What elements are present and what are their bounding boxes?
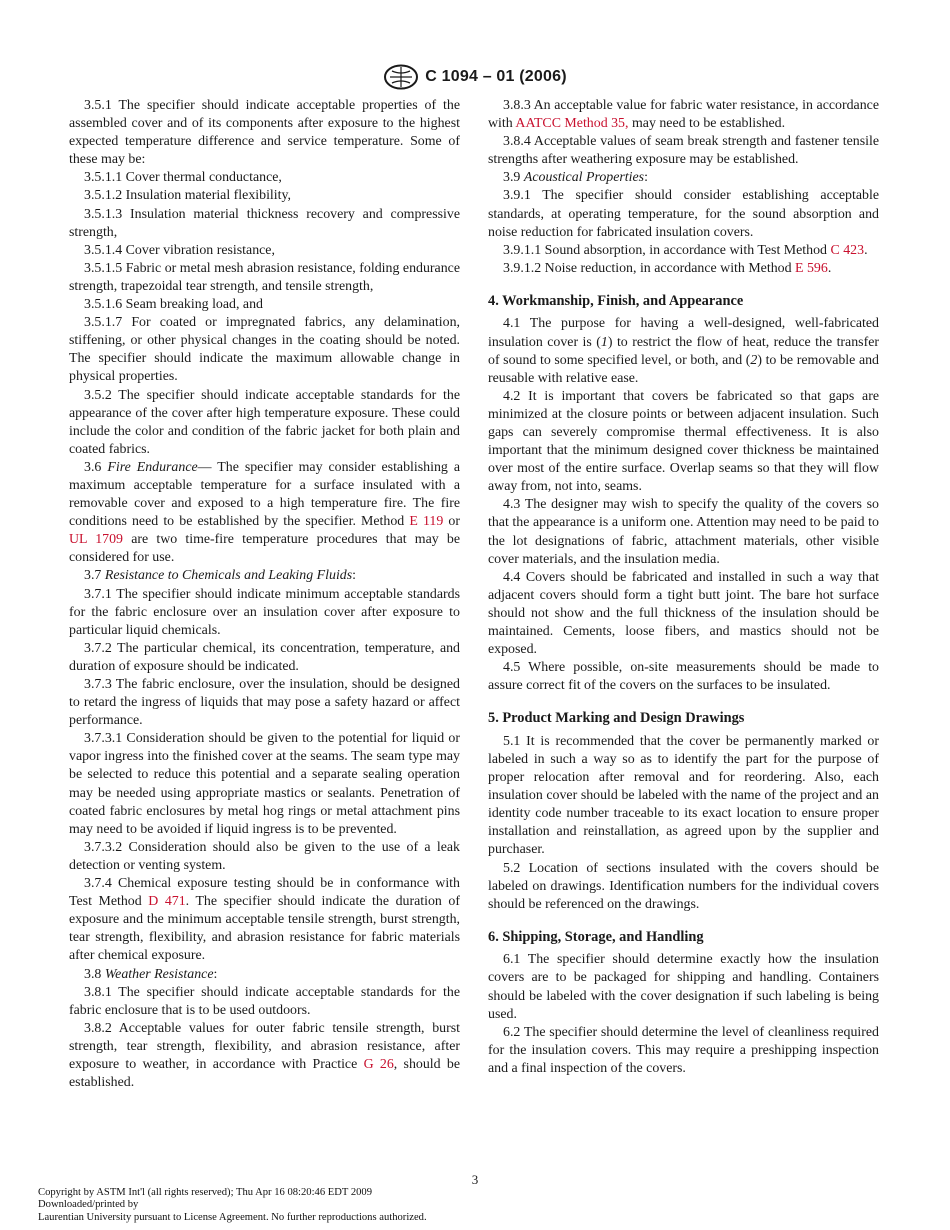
section-number: 3.8 xyxy=(84,966,102,982)
link-d471[interactable]: D 471 xyxy=(148,894,186,910)
link-e596[interactable]: E 596 xyxy=(795,260,828,276)
paragraph-chemicals-heading xyxy=(69,567,460,585)
paragraph: 3.9.1 The specifier should consider establishing acceptable standards, at operating temperature, for the sound absorption and noise reduction for fabricated insulation covers. xyxy=(488,188,879,240)
paragraph: 3.7.3.1 Consideration should be given to the potential for liquid or vapor ingress into the finished cover at the seams. The seam type may be selected to reduce this potential and a separate sealing operation may be needed using appropriate mastics or sealants. Penetration of coated fabric enclosures by metal hog rings or metal attachment pins may need to be avoided if liquid ingress is to be prevented. xyxy=(69,731,460,837)
paragraph-weather-values xyxy=(69,1020,460,1092)
paragraph: 5.2 Location of sections insulated with the covers should be labeled on drawings. Identification numbers for the individual covers should be referenced on the drawings. xyxy=(488,860,879,912)
paragraph: 3.8.1 The specifier should indicate acceptable standards for the fabric enclosure that is to be used outdoors. xyxy=(69,984,460,1018)
paragraph: 5.1 It is recommended that the cover be permanently marked or labeled in such a way so as to identify the part for the purpose of proper relocation after removal and for reordering. Also, each insulation cover should be labeled with the name of the project and an identity code number traceable to its exact location to ensure proper installation and reinstallation, as agreed upon by the supplier and purchaser. xyxy=(488,733,879,858)
paragraph: 6.1 The specifier should determine exactly how the insulation covers are to be packaged for shipping and handling. Containers should be labeled with the cover designation if such labeling is being used. xyxy=(488,952,879,1022)
list-number: 1 xyxy=(600,334,608,350)
paragraph: 3.5.1.7 For coated or impregnated fabrics, any delamination, stiffening, or other physical changes in the coating should be noted. The specifier should indicate the maximum allowable change in physical properties. xyxy=(69,315,460,385)
copyright-line: Copyright by ASTM Int'l (all rights reserved); Thu Apr 16 08:20:46 EDT 2009 xyxy=(38,1187,373,1198)
paragraph: 3.7.3.2 Consideration should also be given to the use of a leak detection or venting system. xyxy=(69,839,460,873)
page-number: 3 xyxy=(471,1172,479,1187)
paragraph: 4.2 It is important that covers be fabricated so that gaps are minimized at the closure points or between adjacent insulation. Such gaps can severely compromise thermal effectiveness. It is also important that the minimum designed cover thickness be maintained over most of the entire surface. Overlap seams so that they will flow away from, not into, seams. xyxy=(488,388,879,495)
paragraph: 3.7.1 The specifier should indicate minimum acceptable standards for the fabric enclosure over an insulation cover after exposure to particular liquid chemicals. xyxy=(69,586,460,638)
paragraph: 3.5.1.4 Cover vibration resistance, xyxy=(84,242,275,258)
link-ul1709[interactable]: UL 1709 xyxy=(69,532,123,548)
paragraph-text: 3.8.2 Acceptable values for outer fabric tensile strength, burst strength, tear strength, flexibility, and abrasion resistance, after exposure to weather, in accordance with Practice xyxy=(69,1020,460,1072)
paragraph: 3.5.1 The specifier should indicate acceptable properties of the assembled cover and of its components after exposure to the highest expected temperature difference and service temperature. Some of these may be: xyxy=(69,98,460,168)
page-header xyxy=(0,64,950,90)
section-heading-workmanship: 4. Workmanship, Finish, and Appearance xyxy=(488,292,744,309)
paragraph: 3.8.4 Acceptable values of seam break strength and fastener tensile strengths after weathering exposure may be established. xyxy=(488,134,879,168)
paragraph-text: 3.9.1.1 Sound absorption, in accordance with Test Method xyxy=(503,242,827,258)
link-g26[interactable]: G 26 xyxy=(363,1056,394,1072)
section-title: Fire Endurance xyxy=(107,459,198,475)
copyright-line: Downloaded/printed by xyxy=(38,1199,139,1211)
paragraph-text: — The specifier may consider establishing a maximum acceptable temperature for a surface insulated with a removable cover and exposed to a high temperature fire. The fire conditions need to be established by the specifier. Method xyxy=(69,459,460,530)
paragraph-acoustical-heading xyxy=(488,169,879,187)
link-c423[interactable]: C 423 xyxy=(830,242,865,258)
paragraph-text: 3.8.3 An acceptable value for fabric water resistance, in accordance with xyxy=(488,98,879,132)
section-title: Resistance to Chemicals and Leaking Fluids xyxy=(104,568,353,584)
section-heading-product-marking: 5. Product Marking and Design Drawings xyxy=(488,710,745,727)
paragraph-text: 4.1 The purpose for having a well-designed, well-fabricated insulation cover is ( xyxy=(488,316,879,350)
paragraph-sound-absorption xyxy=(488,242,879,260)
paragraph-text: . xyxy=(827,260,832,276)
section-number: 3.6 xyxy=(84,459,102,475)
paragraph: 3.5.1.5 Fabric or metal mesh abrasion resistance, folding endurance strength, trapezoidal tear strength, and tensile strength, xyxy=(69,260,460,294)
paragraph-water-resistance xyxy=(488,97,879,133)
section-heading-shipping: 6. Shipping, Storage, and Handling xyxy=(488,928,704,945)
paragraph: 3.7.3 The fabric enclosure, over the insulation, should be designed to retard the ingress of liquids that may pose a safety hazard or affect performance. xyxy=(69,677,460,729)
paragraph-text: are two time-fire temperature procedures that may be considered for use. xyxy=(69,532,461,566)
paragraph: 6.2 The specifier should determine the level of cleanliness required for the insulation covers. This may require a preshipping inspection and a final inspection of the covers. xyxy=(488,1024,879,1076)
link-e119[interactable]: E 119 xyxy=(409,514,444,530)
paragraph-fire-endurance xyxy=(69,459,460,568)
paragraph-text: : xyxy=(644,170,648,186)
paragraph: 3.5.2 The specifier should indicate acceptable standards for the appearance of the cover after high temperature exposure. These could include the color and condition of the fabric jacket for both plain and coated fabrics. xyxy=(69,387,460,457)
paragraph-text: . xyxy=(864,242,868,258)
right-column xyxy=(488,97,879,1078)
paragraph-text: 3.9.1.2 Noise reduction, in accordance with Method xyxy=(503,260,792,276)
paragraph-noise-reduction xyxy=(488,260,879,278)
paragraph-text: ) to be removable and reusable with relative ease. xyxy=(488,352,879,386)
left-column xyxy=(69,97,460,1092)
paragraph-text: ) to restrict the flow of heat, reduce the transfer of sound to some specified level, or both, and ( xyxy=(488,334,879,368)
paragraph: 4.4 Covers should be fabricated and installed in such a way that adjacent covers should form a tight butt joint. The bare hot surface should not show and the full thickness of the insulation should be maintained. Cements, loose fibers, and mastics should not be exposed. xyxy=(488,569,879,658)
list-number: 2 xyxy=(750,352,758,368)
paragraph: 3.7.2 The particular chemical, its concentration, temperature, and duration of exposure should be indicated. xyxy=(69,640,460,674)
link-aatcc-method-35[interactable]: AATCC Method 35, xyxy=(515,116,629,132)
section-number: 3.7 xyxy=(84,568,102,584)
paragraph-text: : xyxy=(352,568,357,584)
paragraph: 3.5.1.6 Seam breaking load, and xyxy=(84,297,263,313)
paragraph-text: may need to be established. xyxy=(631,116,786,132)
paragraph-text: : xyxy=(213,966,218,982)
paragraph-weather-heading xyxy=(69,966,460,984)
paragraph-text: , should be established. xyxy=(69,1056,460,1091)
section-number: 3.9 xyxy=(503,170,521,186)
paragraph-text: or xyxy=(448,514,460,530)
copyright-line: Laurentian University pursuant to License Agreement. No further reproductions authorized. xyxy=(38,1211,427,1223)
document-designation: C 1094 – 01 (2006) xyxy=(425,68,567,85)
paragraph-text: . The specifier should indicate the duration of exposure and the minimum acceptable tensile strength, burst strength, tear strength, flexibility, and abrasion resistance for fabric materials after chemical exposure. xyxy=(69,894,460,964)
paragraph-purpose xyxy=(488,315,879,387)
paragraph: 3.5.1.1 Cover thermal conductance, xyxy=(84,170,282,186)
paragraph: 4.5 Where possible, on-site measurements should be made to assure correct fit of the covers on the surfaces to be insulated. xyxy=(488,660,879,694)
section-title: Acoustical Properties xyxy=(523,170,645,186)
copyright-notice xyxy=(38,1187,427,1224)
astm-logo-icon xyxy=(383,64,419,90)
paragraph: 4.3 The designer may wish to specify the quality of the covers so that the appearance is a uniform one. Attention may need to be paid to the lot designations of fabric, attachment materials, other visible cover materials, and the insulation media. xyxy=(488,497,879,567)
paragraph: 3.5.1.3 Insulation material thickness recovery and compressive strength, xyxy=(69,206,460,240)
paragraph: 3.5.1.2 Insulation material flexibility, xyxy=(84,188,292,204)
section-title: Weather Resistance xyxy=(104,966,214,982)
paragraph-text: 3.7.4 Chemical exposure testing should be in conformance with Test Method xyxy=(69,876,460,910)
paragraph-chemical-testing xyxy=(69,875,460,965)
